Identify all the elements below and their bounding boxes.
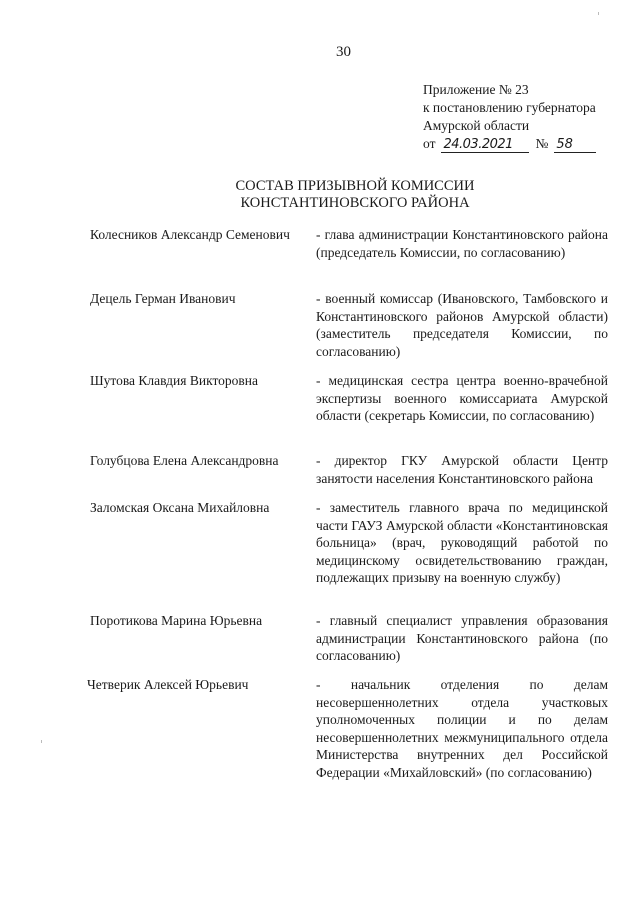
appendix-line-2: к постановлению губернатора: [423, 100, 596, 115]
member-role: - начальник отделения по делам несовершеннолетних отдела участковых уполномоченных полиции и по делам несовершеннолетних межмуниципального отдела Министерства внутренних дел Российской Федерации «Михайловский» (по согласованию): [316, 677, 608, 780]
member-role: - глава администрации Константиновского района (председатель Комиссии, по согласованию): [316, 227, 608, 260]
member-name: Шутова Клавдия Викторовна: [90, 373, 259, 388]
appendix-date-line: [423, 135, 596, 153]
member-role: - военный комиссар (Ивановского, Тамбовского и Константиновского районов Амурской области) (заместитель председателя Комиссии, по согласованию): [316, 291, 608, 359]
member-name: Голубцова Елена Александровна: [90, 453, 279, 468]
appendix-block: [423, 81, 596, 153]
appendix-line-3: Амурской области: [423, 118, 530, 133]
member-name: Четверик Алексей Юрьевич: [87, 677, 249, 692]
member-role: - заместитель главного врача по медицинской части ГАУЗ Амурской области «Константиновская больница» (врач, руководящий работой по медицинскому освидетельствованию граждан, подлежащих призыву на военную службу): [316, 500, 608, 585]
handwritten-date: 24.03.2021: [441, 138, 529, 153]
number-label: №: [535, 136, 549, 151]
member-name: Децель Герман Иванович: [90, 291, 236, 306]
member-role: - директор ГКУ Амурской области Центр занятости населения Константиновского района: [316, 453, 608, 486]
appendix-line-1: Приложение № 23: [423, 82, 529, 97]
from-label: от: [423, 136, 436, 151]
member-name: Колесников Александр Семенович: [90, 227, 290, 242]
scan-speck: [598, 12, 599, 15]
document-title: [0, 178, 640, 212]
scan-speck: [41, 740, 42, 743]
member-name: Поротикова Марина Юрьевна: [90, 613, 263, 628]
member-name: Заломская Оксана Михайловна: [90, 500, 270, 515]
page-number: 30: [336, 44, 351, 60]
member-role: - медицинская сестра центра военно-врачебной экспертизы военного комиссариата Амурской области (секретарь Комиссии, по согласованию): [316, 373, 608, 423]
title-line-1: СОСТАВ ПРИЗЫВНОЙ КОМИССИИ: [235, 178, 475, 194]
title-line-2: КОНСТАНТИНОВСКОГО РАЙОНА: [240, 195, 470, 211]
handwritten-number: 58: [554, 138, 596, 153]
member-role: - главный специалист управления образования администрации Константиновского района (по согласованию): [316, 613, 608, 663]
